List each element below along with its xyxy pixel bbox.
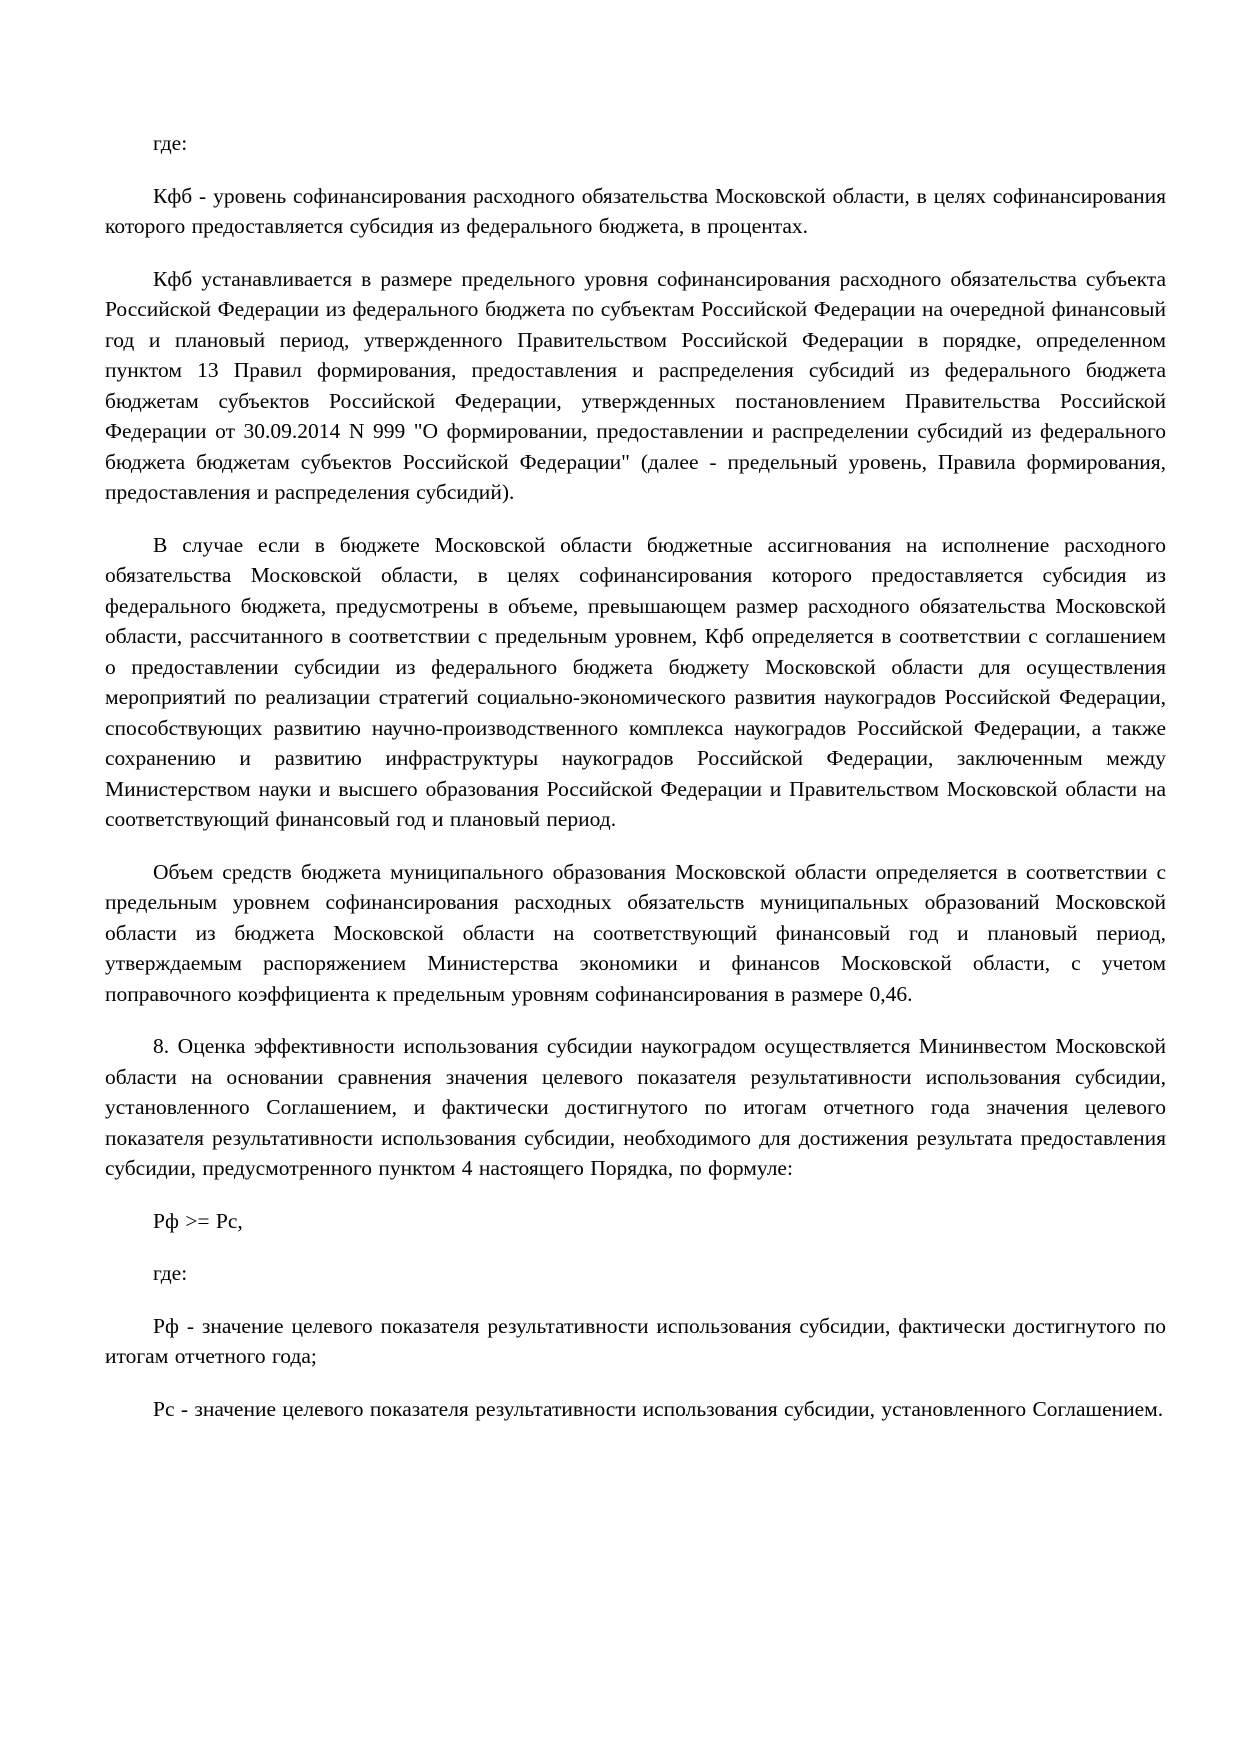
paragraph: Рс - значение целевого показателя результативности использования субсидии, установленного Соглашением. — [153, 1396, 1164, 1421]
paragraph: Кфб - уровень софинансирования расходного обязательства Московской области, в целях софинансирования которого предоставляется субсидия из федерального бюджета, в процентах. — [105, 183, 1166, 238]
paragraph: Объем средств бюджета муниципального образования Московской области определяется в соответствии с предельным уровнем софинансирования расходных обязательств муниципальных образований Московской области из бюджета Московской области на соответствующий финансовый год и плановый период, утверждаемым распоряжением Министерства экономики и финансов Московской области, с учетом поправочного коэффициента к предельным уровням софинансирования в размере 0,46. — [105, 859, 1166, 1006]
paragraph: где: — [153, 131, 188, 155]
paragraph: В случае если в бюджете Московской области бюджетные ассигнования на исполнение расходного обязательства Московской области, в целях софинансирования которого предоставляется субсидия из федерального бюджета, предусмотрены в объеме, превышающем размер расходного обязательства Московской области, рассчитанного в соответствии с предельным уровнем, Кфб определяется в соответствии с соглашением о предоставлении субсидии из федерального бюджета бюджету Московской области для осуществления мероприятий по реализации стратегий социально-экономического развития наукоградов Российской Федерации, способствующих развитию научно-производственного комплекса наукоградов Российской Федерации, а также сохранению и развитию инфраструктуры наукоградов Российской Федерации, заключенным между Министерством науки и высшего образования Российской Федерации и Правительством Московской области на соответствующий финансовый год и плановый период. — [105, 532, 1166, 831]
paragraph: Кфб устанавливается в размере предельного уровня софинансирования расходного обязательства субъекта Российской Федерации из федерального бюджета по субъектам Российской Федерации на очередной финансовый год и плановый период, утвержденного Правительством Российской Федерации в порядке, определенном пунктом 13 Правил формирования, предоставления и распределения субсидий из федерального бюджета бюджетам субъектов Российской Федерации, утвержденных постановлением Правительства Российской Федерации от 30.09.2014 N 999 "О формировании, предоставлении и распределении субсидий из федерального бюджета бюджетам субъектов Российской Федерации" (далее - предельный уровень, Правила формирования, предоставления и распределения субсидий). — [105, 266, 1166, 504]
paragraph: 8. Оценка эффективности использования субсидии наукоградом осуществляется Мининвестом Московской области на основании сравнения значения целевого показателя результативности использования субсидии, установленного Соглашением, и фактически достигнутого по итогам отчетного года значения целевого показателя результативности использования субсидии, необходимого для достижения результата предоставления субсидии, предусмотренного пунктом 4 настоящего Порядка, по формуле: — [105, 1034, 1166, 1180]
paragraph: Рф - значение целевого показателя результативности использования субсидии, фактически достигнутого по итогам отчетного года; — [105, 1313, 1166, 1368]
document-body — [105, 128, 1166, 1446]
formula-paragraph: Рф >= Рс, — [153, 1208, 243, 1233]
paragraph: где: — [153, 1261, 188, 1285]
